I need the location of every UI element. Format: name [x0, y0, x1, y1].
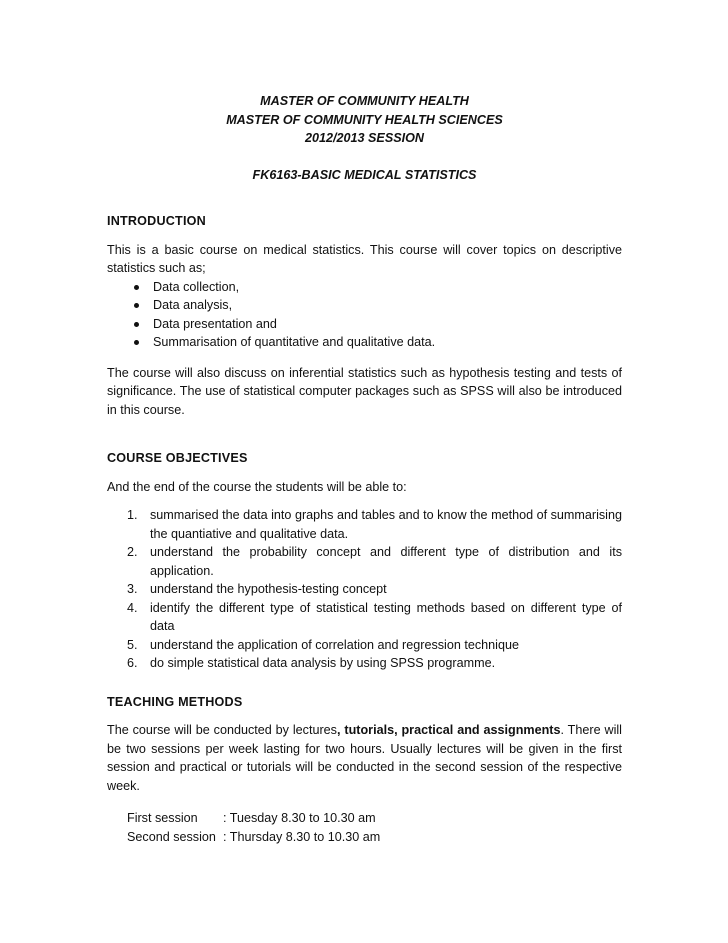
- program-title: MASTER OF COMMUNITY HEALTH: [260, 94, 469, 108]
- session-label: First session: [127, 811, 198, 825]
- schedule-row: [127, 828, 622, 847]
- item-number: 2.: [127, 545, 138, 559]
- item-text: summarised the data into graphs and tables and to know the method of summarising the quantiative and qualitative data.: [150, 508, 622, 541]
- session-year: 2012/2013 SESSION: [304, 131, 425, 145]
- item-number: 5.: [127, 637, 138, 652]
- list-item: Data presentation and: [125, 315, 622, 334]
- program-subtitle: MASTER OF COMMUNITY HEALTH SCIENCES: [226, 112, 503, 127]
- topic-bullet-list: [107, 278, 622, 352]
- list-item: [127, 580, 622, 599]
- item-number: 6.: [127, 656, 138, 670]
- list-item: [127, 599, 622, 636]
- item-number: 4.: [127, 600, 138, 615]
- objectives-heading: COURSE OBJECTIVES: [107, 451, 248, 465]
- item-text: identify the different type of statistical testing methods based on different type of data: [150, 600, 622, 633]
- item-number: 1.: [127, 508, 138, 522]
- teaching-heading: TEACHING METHODS: [107, 694, 243, 709]
- item-text: do simple statistical data analysis by using SPSS programme.: [150, 656, 496, 670]
- item-text: understand the probability concept and different type of distribution and its application.: [150, 545, 622, 578]
- list-item: Summarisation of quantitative and qualitative data.: [125, 333, 622, 352]
- spacer: [107, 352, 622, 364]
- list-item: [127, 543, 622, 580]
- list-item: Data collection,: [125, 278, 622, 297]
- course-title: FK6163-BASIC MEDICAL STATISTICS: [252, 167, 477, 182]
- list-item: [127, 654, 622, 673]
- teaching-text-end: . There will be two sessions per week lasting for two hours. Usually lectures will be given in the first session and practical or tutorials will be conducted in the second session of the respective week.: [107, 723, 622, 793]
- item-text: understand the hypothesis-testing concept: [150, 582, 387, 596]
- session-time: : Tuesday 8.30 to 10.30 am: [223, 811, 376, 825]
- session-label: Second session: [127, 829, 216, 844]
- teaching-text-bold: , tutorials, practical and assignments: [336, 723, 561, 737]
- teaching-paragraph: [107, 721, 622, 795]
- list-item: [127, 636, 622, 655]
- session-schedule: [107, 809, 622, 846]
- session-time: : Thursday 8.30 to 10.30 am: [223, 829, 381, 844]
- introduction-heading: INTRODUCTION: [107, 214, 206, 228]
- schedule-row: [127, 809, 622, 828]
- objectives-intro: And the end of the course the students will be able to:: [107, 479, 407, 494]
- objectives-list: [107, 506, 622, 673]
- teaching-text-start: The course will be conducted by lectures: [107, 723, 337, 737]
- introduction-paragraph: This is a basic course on medical statistics. This course will cover topics on descriptive statistics such as;: [107, 242, 622, 275]
- list-item: [127, 506, 622, 543]
- item-number: 3.: [127, 582, 138, 596]
- item-text: understand the application of correlation and regression technique: [150, 637, 519, 652]
- list-item: Data analysis,: [125, 296, 622, 315]
- document-page: [107, 92, 622, 846]
- document-header: [107, 92, 622, 184]
- inferential-paragraph: The course will also discuss on inferential statistics such as hypothesis testing and tests of significance. The use of statistical computer packages such as SPSS will also be introduced in this course.: [107, 365, 622, 417]
